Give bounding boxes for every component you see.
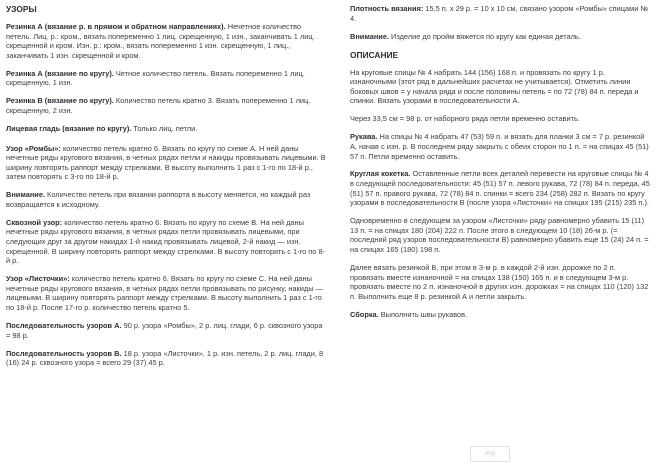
assembly-text: Выполнить швы рукавов. [378, 309, 468, 319]
rib-a-round-text: Четное количество петель. Вязать попеременно 1 лиц. скрещенную, 1 изн. [6, 68, 305, 88]
density-title: Плотность вязания: [350, 4, 424, 13]
leaves-pattern-paragraph [6, 274, 328, 312]
sequence-b-paragraph [6, 349, 328, 368]
sequence-a-text: 90 р. узора «Ромбы», 2 р. лиц. глади, 6 р. сквозного узора = 98 р. [6, 320, 323, 340]
density-paragraph [350, 4, 650, 23]
rib-b-round-text: Количество петель кратно 3. Вязать попеременно 1 лиц. скрещенную, 2 изн. [6, 96, 311, 115]
density-text: 15,5 п. х 29 р. = 10 х 10 см, связано узором «Ромбы» спицами № 4. [350, 4, 649, 23]
left-attention-title: Внимание. [6, 190, 45, 200]
rhombus-pattern-title: Узор «Ромбы»: [6, 143, 61, 153]
rib-a-flat-title: Резинка А (вязание р. в прямом и обратном направлениях). [6, 22, 226, 31]
rib-a-flat-paragraph [6, 22, 328, 60]
rib-a-flat-text: Нечетное количество петель. Лиц. р.: кром., вязать попеременно 1 лиц. скрещенную, 1 изн., заканчивать 1 лиц. скрещенной и кром. Изн. р.: кром., вязать попеременно 1 изн. скрещенную, 1 лиц., заканчивать 1 изн. скрещенной и кром. [6, 22, 315, 60]
rib-b-round-title: Резинка В (вязание по кругу). [6, 96, 114, 106]
patterns-column [6, 4, 328, 376]
sleeves-text: На спицы № 4 набрать 47 (53) 59 п. и вязать для планки 3 см = 7 р. резинкой А, начав с изн. р. В последнем ряду закрыть с обеих сторон по 1 п. = на спицах 45 (51) 57 п. Петли временно оставить. [350, 132, 649, 161]
right-attention-title: Внимание. [350, 31, 389, 41]
left-attention-paragraph [6, 190, 328, 209]
yoke-paragraph [350, 169, 650, 207]
patterns-heading: УЗОРЫ [6, 4, 37, 14]
sequence-a-title: Последовательность узоров А. [6, 320, 122, 330]
stockinette-title: Лицевая гладь (вязание по кругу). [6, 123, 132, 133]
rib-b-round-paragraph [6, 96, 328, 115]
sequence-a-paragraph [6, 321, 328, 340]
leaves-pattern-title: Узор «Листочки»: [6, 274, 70, 284]
watermark-stamp: img [470, 446, 510, 462]
openwork-pattern-text: количество петель кратно 6. Вязать по кругу по схеме В. На ней даны нечетные ряды кругового вязания, в четных рядах петли провязывать лицевыми, при следующих друг за другом накидах 1-й накид провязывать лицевой, 2-й накид — изн. скрещенной. В ширину повторять раппорт между стрелками. В высоту повторять с 1-го по 8-й р. [6, 217, 326, 266]
sequence-b-title: Последовательность узоров В. [6, 348, 122, 358]
rib-a-round-title: Резинка А (вязание по кругу). [6, 68, 114, 78]
hold-stitches-paragraph: Через 33,5 см = 98 р. от наборного ряда петли временно оставить. [350, 114, 580, 124]
openwork-pattern-title: Сквозной узор: [6, 217, 63, 227]
description-column [350, 4, 650, 328]
right-attention-text: Изделие до пройм вяжется по кругу как единая деталь. [389, 31, 581, 41]
assembly-paragraph [350, 310, 650, 320]
rhombus-pattern-text: количество петель кратно 6. Вязать по кругу по схеме А. Н ней даны нечетные ряды кругового вязания, в четных рядах петли и накиды провязывать лицевыми. В ширину повторять раппорт между стрелками. В высоту выполнить 1 раз с 1-го по 18-й р., затем повторять с 3-го по 18-й р. [6, 143, 326, 182]
rib-a-round-paragraph [6, 69, 328, 88]
leaves-pattern-text: количество петель кратно 6. Вязать по кругу по схеме С. На ней даны нечетные ряды кругового вязания, в четных рядах петли провязывать по рисунку, накиды — лицевыми. В ширину повторять раппорт между стрелками. В высоту выполнить 1 раз с 1-го по 18-й р. После 17-го р. количество петель кратно 5. [6, 274, 323, 312]
sleeves-title: Рукава. [350, 132, 378, 142]
description-heading: ОПИСАНИЕ [350, 49, 399, 60]
openwork-pattern-paragraph [6, 218, 328, 266]
sequence-b-text: 18 р. узора «Листочки», 1 р. изн. петель, 2 р. лиц. глади, 8 (16) 24 р. сквозного узора = всего 29 (37) 45 р. [6, 348, 324, 368]
yoke-title: Круглая кокетка. [350, 169, 411, 179]
rib-finish-paragraph: Далее вязать резинкой В, при этом в 3-м р. в каждой 2-й изн. дорожке по 2 п. провязать вместе изнаночной = на спицах 138 (150) 165 п. и в следующем 3-м р. провязать вместе по 2 п. изнаночной в других изн. дорожках = на спицах 110 (120) 132 п. Выполнить еще 8 р. резинкой А и петли закрыть. [350, 263, 649, 301]
stockinette-paragraph [6, 124, 328, 134]
decrease-paragraph: Одновременно в следующем за узором «Листочки» ряду равномерно убавить 15 (11) 13 п. = на спицах 180 (204) 222 п. После этого в следующем 10 (18) 26-м р. (= последний ряд узоров последовательности В) равномерно убавить еще 15 (24) 24 п. = на спицах 165 (180) 198 п. [350, 216, 649, 255]
yoke-text: Оставленные петли всех деталей перевести на круговые спицы № 4 в следующей последовательности: 45 (51) 57 п. левого рукава, 72 (78) 84 п. переда, 45 (51) 57 п. правого рукава, 72 (78) 84 п. спинки = всего 234 (258) 282 п. Вязать по кругу узорами в последовательности В (после узора «Листочки» на спицах 195 (215) 235 п.). [350, 169, 650, 208]
cast-on-paragraph: На круговые спицы № 4 набрать 144 (156) 168 п. и провязать по кругу 1 р. изнаночными (этот ряд в дальнейших расчетах не учитывается). Отметить линии боковых швов = у начала ряда и после половины петель = по 72 (78) 84 п. переда и спинки. Вязать узорами в последовательности А. [350, 67, 639, 106]
right-attention-paragraph [350, 32, 650, 42]
rhombus-pattern-paragraph [6, 144, 328, 182]
assembly-title: Сборка. [350, 309, 379, 319]
stockinette-text: Только лиц. петли. [131, 123, 198, 133]
sleeves-paragraph [350, 132, 650, 161]
left-attention-text: Количество петель при вязании раппорта в высоту меняется, но каждый раз возвращается к исходному. [6, 190, 311, 209]
